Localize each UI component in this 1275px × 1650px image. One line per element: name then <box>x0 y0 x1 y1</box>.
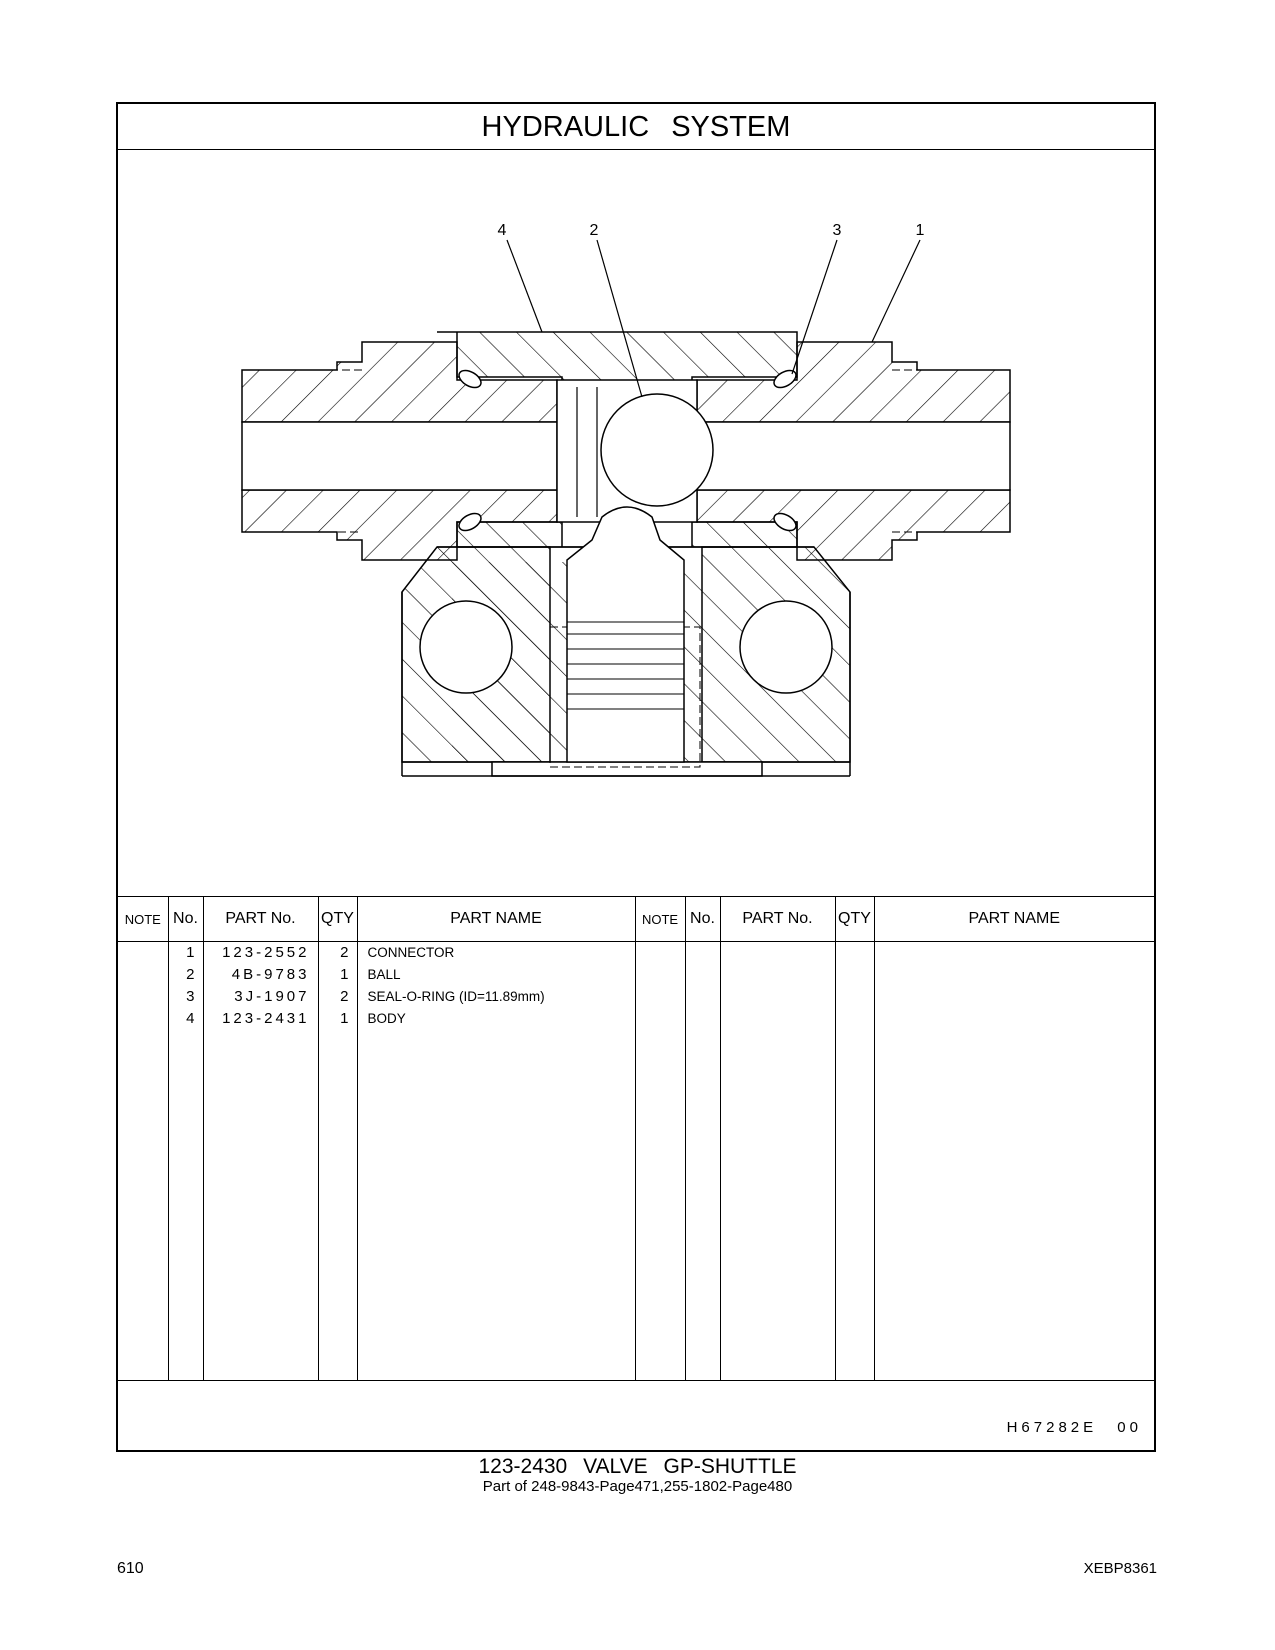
page-number: 610 <box>117 1560 144 1577</box>
header-part-name-right: PART NAME <box>874 897 1154 942</box>
item-no: 3 <box>186 988 195 1005</box>
body-base-plate <box>492 762 762 776</box>
qty-column <box>318 942 357 1381</box>
part-number: 4B-9783 <box>231 966 310 983</box>
table-body-row <box>118 942 1154 1381</box>
parts-page-frame <box>116 102 1156 1452</box>
part-number: 3J-1907 <box>234 988 310 1005</box>
quantity: 2 <box>340 944 349 961</box>
header-part-no-right: PART No. <box>720 897 835 942</box>
qty-column-right <box>835 942 874 1381</box>
header-part-name: PART NAME <box>357 897 635 942</box>
document-id: XEBP8361 <box>1083 1560 1157 1577</box>
valve-cross-section-drawing <box>118 150 1154 997</box>
caption-subtitle: Part of 248-9843-Page471,255-1802-Page480 <box>482 1478 793 1495</box>
callout-3: 3 <box>832 222 842 239</box>
part-name: BALL <box>367 967 401 982</box>
no-column <box>168 942 203 1381</box>
item-no: 1 <box>186 944 195 961</box>
callout-4: 4 <box>497 222 507 239</box>
ball <box>601 394 713 506</box>
header-note: NOTE <box>118 897 168 942</box>
illustration-code: H67282E 00 <box>1006 1419 1142 1436</box>
header-note-right: NOTE <box>635 897 685 942</box>
no-column-right <box>685 942 720 1381</box>
part-name: CONNECTOR <box>367 945 455 960</box>
item-no: 4 <box>186 1010 195 1027</box>
header-no-right: No. <box>685 897 720 942</box>
item-no: 2 <box>186 966 195 983</box>
part-no-column <box>203 942 318 1381</box>
part-name: BODY <box>367 1011 406 1026</box>
part-number: 123-2431 <box>222 1010 310 1027</box>
part-name-column <box>357 942 635 1381</box>
header-part-no: PART No. <box>203 897 318 942</box>
quantity: 1 <box>340 966 349 983</box>
header-qty-right: QTY <box>835 897 874 942</box>
quantity: 1 <box>340 1010 349 1027</box>
section-title: HYDRAULIC SYSTEM <box>118 104 1154 150</box>
note-column-right <box>635 942 685 1381</box>
part-name: SEAL-O-RING (ID=11.89mm) <box>367 989 545 1004</box>
header-no: No. <box>168 897 203 942</box>
part-name-column-right <box>874 942 1154 1381</box>
body-port-right <box>740 601 832 693</box>
note-column <box>118 942 168 1381</box>
caption-title: 123-2430 VALVE GP-SHUTTLE <box>478 1455 797 1478</box>
callout-1: 1 <box>915 222 925 239</box>
callout-2: 2 <box>589 222 599 239</box>
part-no-column-right <box>720 942 835 1381</box>
header-qty: QTY <box>318 897 357 942</box>
part-number: 123-2552 <box>222 944 310 961</box>
quantity: 2 <box>340 988 349 1005</box>
parts-table <box>118 896 1154 1381</box>
body-port-left <box>420 601 512 693</box>
